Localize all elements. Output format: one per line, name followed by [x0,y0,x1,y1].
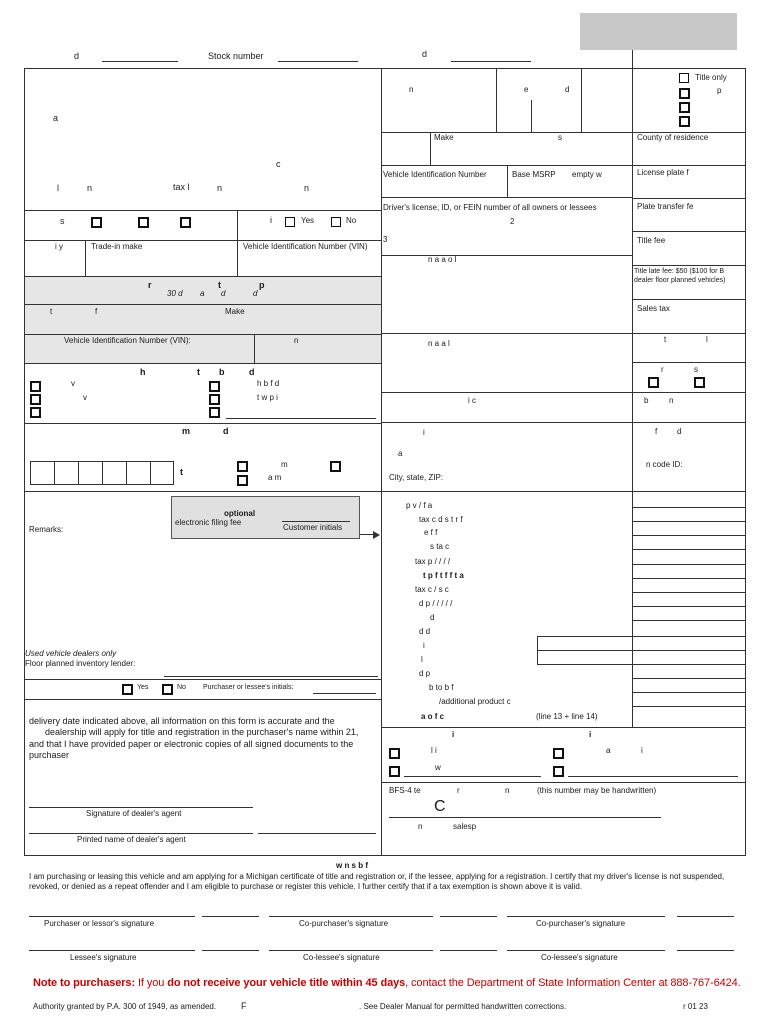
calc-7: tax c / s c [415,585,449,594]
mid-empty-w: empty w [572,170,602,179]
digit-sep-2 [78,461,79,485]
certification-text: delivery date indicated above, all information on this form is accurate and the dealership will apply for title and registration in the purchaser's name within 21, and that I have provided paper or electronic copies of all signed documents to the purchaser [29,716,359,760]
shaded-vin: Vehicle Identification Number (VIN): [64,336,191,345]
agent-name-label: Printed name of dealer's agent [77,835,186,844]
calc-5: tax p / / / / [415,557,451,566]
mid-i2: i [423,428,425,437]
checkbox-am[interactable] [237,475,248,486]
mid-row-line-6 [381,392,746,393]
section-md: d [223,426,229,436]
trade-in-divider-1 [85,240,86,276]
left-row-line-5 [24,334,381,335]
right-row-line-3 [632,198,746,199]
mid-row-line-9 [381,727,746,728]
col-divider-left [381,68,382,856]
mid-d: d [565,85,570,94]
copurchaser2-sig-label: Co-purchaser's signature [536,919,626,928]
mid-e: e [524,85,529,94]
checkbox-r3[interactable] [679,102,690,113]
shaded-d2: d [253,289,258,298]
mid-s: s [558,133,562,142]
calc-10: d d [419,627,431,636]
calc-sub-divider [537,636,538,664]
customer-initials-label: Customer initials [283,523,343,532]
shaded-make: Make [225,307,245,316]
handwritten-note: (this number may be handwritten) [537,786,657,795]
left-s: s [60,216,65,226]
plate-transfer-label: Plate transfer fe [637,202,694,211]
checkbox-s2[interactable] [138,217,149,228]
yes-label: Yes [301,216,315,225]
calc-line-r10[interactable] [537,636,746,637]
v1-label: v [71,379,75,388]
mid-a3: a [606,746,611,755]
shaded-30d: 30 d [167,289,183,298]
colessee1-date-line[interactable] [440,950,497,951]
purchaser-initials-line[interactable] [313,693,376,694]
right-b: b [644,396,649,405]
colessee2-date-line[interactable] [677,950,734,951]
copurchaser1-sig-label: Co-purchaser's signature [299,919,389,928]
header-shaded-box [580,13,737,50]
colessee2-sig-line[interactable] [507,950,665,951]
top-right-divider [632,50,633,68]
checkbox-v3[interactable] [30,407,41,418]
colessee2-sig-label: Co-lessee's signature [541,953,618,962]
shaded-d1: d [221,289,226,298]
shaded-r: r [148,280,152,290]
copurchaser2-sig-line[interactable] [507,916,665,917]
left-row-line-1 [24,210,381,211]
calc-12: l [421,655,423,664]
shaded-p: p [259,280,265,290]
checkbox-other[interactable] [553,766,564,777]
yes2-label: Yes [137,684,149,691]
floor-lender-line[interactable] [164,676,378,677]
digit-sep-3 [102,461,103,485]
checkbox-yes[interactable] [285,217,295,227]
mid-row-line-4 [381,255,632,256]
colessee1-sig-label: Co-lessee's signature [303,953,380,962]
calc-line-r14[interactable] [632,692,746,693]
efile-fee-label: electronic filing fee [175,518,242,527]
right-f: f [655,427,658,436]
arrow-head-icon [373,531,380,539]
mid-n: n [409,85,414,94]
left-l: l [57,183,59,193]
mid-i3: i [452,730,455,739]
purchaser-date-line[interactable] [202,916,259,917]
title-fee-label: Title fee [637,236,666,245]
right-row-line-5 [632,265,746,266]
calc-13: d p [419,669,431,678]
used-dealers-label: Used vehicle dealers only [25,649,117,658]
right-row-line-2 [632,165,746,166]
section-b: b [219,367,225,377]
left-row-line-7 [24,423,381,424]
left-row-line-4 [24,304,381,305]
checkbox-h3[interactable] [209,407,220,418]
right-row-line-7 [632,333,746,334]
calc-line-r5[interactable] [632,564,746,565]
calc-6: t p f t f f t a [423,571,464,580]
mid-row-line-1 [381,132,632,133]
digit-sep-5 [150,461,151,485]
floor-lender-label: Floor planned inventory lender: [25,659,136,668]
copurchaser2-date-line[interactable] [677,916,734,917]
mid-li: l i [431,746,437,755]
sales-tax-label: Sales tax [637,304,670,313]
top-d2: d [422,49,428,59]
shaded-t: t [218,280,221,290]
calc-1: p v / f a [406,501,433,510]
left-n2: n [217,183,223,193]
left-c: c [276,159,281,169]
col-divider-right [632,68,633,727]
calc-line-13-14: (line 13 + line 14) [536,712,598,721]
lessee-sig-label: Lessee's signature [70,953,137,962]
calc-14: b to b f [429,683,454,692]
optional-label: optional [224,509,256,518]
left-row-line-3 [24,276,381,277]
section-t: t [197,367,200,377]
colessee1-sig-line[interactable] [269,950,433,951]
stock-number-line[interactable] [278,61,358,62]
top-line-1[interactable] [102,61,178,62]
right-l: l [706,335,708,344]
checkbox-r4[interactable] [679,116,690,127]
authority-f: F [241,1001,247,1011]
calc-line-r8[interactable] [632,606,746,607]
checkbox-m2[interactable] [330,461,341,472]
mid-i5: i [641,746,643,755]
mid-row-line-7 [381,422,746,423]
mid-divider-3 [581,68,582,132]
checkbox-v1[interactable] [30,381,41,392]
purchaser-sig-line[interactable] [29,916,195,917]
n-code-label: n code ID: [646,460,683,469]
left-tax-l: tax l [173,182,190,192]
mid-naao: n a a o l [428,255,457,264]
mid-row-line-8 [381,491,746,492]
checkbox-no2[interactable] [162,684,173,695]
shaded-t2: t [50,307,53,316]
checkbox-s1[interactable] [91,217,102,228]
see-manual-text: . See Dealer Manual for permitted handwritten corrections. [359,1002,567,1011]
calc-line-r13[interactable] [632,678,746,679]
note-to-purchasers: Note to purchasers: If you do not receive your vehicle title within 45 days, contact the Department of State Information Center at 888-767-6424. [33,977,741,989]
salesperson-n: n [418,822,423,831]
mid-row-line-5 [381,333,632,334]
calc-line-r6[interactable] [632,578,746,579]
bfs4-label: BFS-4 te [389,786,421,795]
right-row-line-8 [632,362,746,363]
left-n1: n [87,183,93,193]
left-row-line-6 [24,363,381,364]
mid-two: 2 [510,217,515,226]
right-row-line-6 [632,299,746,300]
calc-9: d [430,613,435,622]
shaded-a: a [200,289,205,298]
top-d1: d [74,51,80,61]
mid-three: 3 [383,235,388,244]
checkbox-m1[interactable] [237,461,248,472]
right-r: r [661,365,664,374]
copurchaser1-date-line[interactable] [440,916,497,917]
mid-ic: i c [468,396,476,405]
calc-8: d p / / / / / [419,599,453,608]
authority-text: Authority granted by P.A. 300 of 1949, as amended. [33,1002,217,1011]
calc-line-r11[interactable] [537,650,746,651]
left-row-line-9 [24,679,381,680]
section-m: m [182,426,191,436]
mid-drivers-license: Driver's license, ID, or FEIN number of all owners or lessees [383,203,597,212]
am-label: a m [268,473,282,482]
bfs4-r: r [457,786,460,795]
trade-in-make-label: Trade-in make [91,242,143,251]
calc-total: a o f c [421,712,445,721]
revision-text: r 01 23 [683,1002,708,1011]
calc-line-r9[interactable] [632,620,746,621]
mid-city: City, state, ZIP: [389,473,444,482]
checkbox-a[interactable] [553,748,564,759]
right-p: p [717,86,722,95]
title-only-label: Title only [695,73,727,82]
arrow-icon [360,534,374,535]
right-d: d [677,427,682,436]
top-line-2[interactable] [451,61,531,62]
checkbox-li[interactable] [389,748,400,759]
purchase-statement: I am purchasing or leasing this vehicle and am applying for a Michigan certificate of title and registration or, if the lessee, applying for a registration. I certify that my driver's license is not suspended, revoked, or denied as a repeat offender and I am eligible to purchase or register this vehicle. I further certify that if a tax exemption is shown above it is valid. [29,872,725,891]
digit-sep-4 [126,461,127,485]
calc-line-r3[interactable] [632,535,746,536]
checkbox-h1[interactable] [209,381,220,392]
agent-sig-line[interactable] [29,807,253,808]
lessee-date-line[interactable] [202,950,259,951]
agent-date-line[interactable] [258,833,376,834]
right-n: n [669,396,674,405]
bfs4-line[interactable] [389,817,661,818]
calc-line-r2[interactable] [632,521,746,522]
mid-vin-divider [507,165,508,197]
mid-make-divider [430,132,431,165]
calc-4: s ta c [430,542,450,551]
right-t: t [664,335,667,344]
left-row-line-2 [24,240,381,241]
mid-i4: i [589,730,592,739]
salesperson-label: salesp [453,822,477,831]
checkbox-right-2[interactable] [694,377,705,388]
mid-divider-2 [531,100,532,132]
bottom-heading: w n s b f [336,861,368,870]
calc-2: tax c d s t r f [419,515,463,524]
calc-3: e f f [424,528,438,537]
mid-divider-1 [496,68,497,132]
agent-sig-label: Signature of dealer's agent [86,809,182,818]
m-label: m [281,460,288,469]
left-iy: i y [55,242,63,251]
county-label: County of residence [637,133,709,142]
mid-row-line-10 [381,782,746,783]
copurchaser1-sig-line[interactable] [269,916,433,917]
bfs4-n: n [505,786,510,795]
stock-number-label: Stock number [208,51,264,61]
twpi-label: t w p i [257,393,278,402]
hbfd-label: h b f d [257,379,280,388]
no-label: No [346,216,357,225]
agent-name-line[interactable] [29,833,253,834]
calc-15: /additional product c [439,697,511,706]
checkbox-w[interactable] [389,766,400,777]
purchaser-initials-label: Purchaser or lessee's initials: [203,684,294,691]
calc-line-r12[interactable] [537,664,746,665]
left-n3: n [304,183,310,193]
digit-t: t [180,467,183,477]
mid-vin: Vehicle Identification Number [383,170,487,179]
calc-11: i [423,641,425,650]
checkbox-title-only[interactable] [679,73,689,83]
title-late-fee-label: Title late fee: $50 ($100 for B dealer floor planned vehicles) [634,268,726,284]
mid-a: a [398,449,403,458]
calc-line-r7[interactable] [632,592,746,593]
mid-w: w [435,763,441,772]
left-row-line-8 [24,491,381,492]
checkbox-right-1[interactable] [648,377,659,388]
checkbox-p[interactable] [679,88,690,99]
shaded-n: n [294,336,299,345]
trade-in-vin-label: Vehicle Identification Number (VIN) [243,242,368,251]
checkbox-s3[interactable] [180,217,191,228]
remarks-label: Remarks: [29,525,64,534]
other-line[interactable] [226,418,376,419]
section-d: d [249,367,255,377]
bfs4-c: C [434,798,446,815]
w-line[interactable] [404,776,541,777]
checkbox-v2[interactable] [30,394,41,405]
lessee-sig-line[interactable] [29,950,195,951]
license-plate-label: License plate f [637,168,689,177]
trade-in-divider-2 [237,240,238,276]
calc-line-r15[interactable] [632,706,746,707]
mid-naal: n a a l [428,339,450,348]
shaded-vin-divider [254,334,255,363]
left-row-line-10 [24,699,381,700]
customer-initials-line[interactable] [282,521,350,522]
checkbox-no[interactable] [331,217,341,227]
purchaser-sig-label: Purchaser or lessor's signature [44,919,155,928]
left-row1-divider [237,210,238,240]
section-h: h [140,367,146,377]
other-line-2[interactable] [568,776,738,777]
checkbox-yes2[interactable] [122,684,133,695]
shaded-f: f [95,307,98,316]
mid-base-msrp: Base MSRP [512,170,556,179]
mid-row-line-3 [381,197,632,198]
checkbox-h2[interactable] [209,394,220,405]
digit-sep-1 [54,461,55,485]
no2-label: No [177,684,186,691]
left-i: i [270,215,272,225]
right-row-line-4 [632,231,746,232]
calc-line-r4[interactable] [632,549,746,550]
right-s: s [694,365,698,374]
mid-make: Make [434,133,454,142]
calc-line-r1[interactable] [632,507,746,508]
left-a: a [53,113,59,123]
v2-label: v [83,393,87,402]
